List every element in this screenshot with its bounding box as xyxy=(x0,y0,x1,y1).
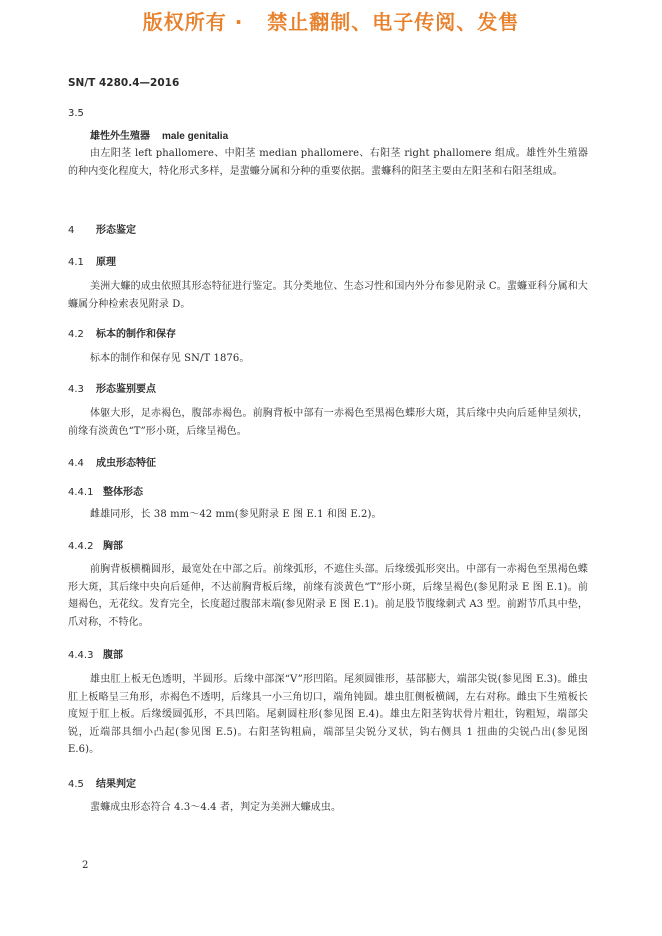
section-4-5-text: 蜚蠊成虫形态符合 4.3～4.4 者，判定为美洲大蠊成虫。 xyxy=(90,802,342,813)
section-title: 原理 xyxy=(96,257,116,268)
section-4-1-heading xyxy=(68,253,116,268)
section-4-4-2-heading xyxy=(68,537,123,552)
term-english: male genitalia xyxy=(162,131,229,142)
section-4-2-heading xyxy=(68,325,176,340)
section-title: 腹部 xyxy=(103,650,123,661)
standard-code: SN/T 4280.4—2016 xyxy=(68,77,180,89)
section-3-5-number: 3.5 xyxy=(68,108,84,119)
section-number: 4.2 xyxy=(68,329,84,340)
section-4-2-text: 标本的制作和保存见 SN/T 1876。 xyxy=(90,353,250,364)
section-4-3-heading xyxy=(68,380,156,395)
section-4-4-heading xyxy=(68,454,156,469)
section-4-4-1-heading xyxy=(68,483,143,498)
section-number: 4.4.2 xyxy=(68,541,94,552)
section-number: 4.5 xyxy=(68,779,84,790)
copyright-banner: 版权所有 · 禁止翻制、电子传阅、发售 xyxy=(142,10,520,34)
section-number: 4.4.3 xyxy=(68,650,94,661)
section-number: 4.4 xyxy=(68,458,84,469)
section-number: 4.1 xyxy=(68,257,84,268)
section-4-4-3-text: 雄虫肛上板无色透明，半圆形。后缘中部深“V”形凹陷。尾须圆锥形，基部膨大，端部尖锐(参见图 E.3)。雌虫肛上板略呈三角形，赤褐色不透明，后缘具一小三角切口，端角钝圆。雄虫肛侧板横阔，左右对称。雌虫下生殖板长度短于肛上板。后缘缓圆弧形，不具凹陷。尾刺圆柱形(参见图 E.4)。雄虫左阳茎钩状骨片粗壮，钩粗短，端部尖锐，近端部具细小凸起(参见图 E.5)。右阳茎钩粗扁，端部呈尖锐分叉状，钩右侧具 1 扭曲的尖锐凸出(参见图 E.6)。 xyxy=(68,674,588,755)
section-4-1-text: 美洲大蠊的成虫依照其形态特征进行鉴定。其分类地位、生态习性和国内外分布参见附录 C。蜚蠊亚科分属和大蠊属分种检索表见附录 D。 xyxy=(68,281,588,310)
section-4-4-1-text: 雌雄同形，长 38 mm～42 mm(参见附录 E 图 E.1 和图 E.2)。 xyxy=(90,509,382,520)
section-4-4-2-text: 前胸背板横椭圆形，最宽处在中部之后。前缘弧形，不遮住头部。后缘缓弧形突出。中部有一赤褐色至黑褐色蝶形大斑，其后缘中央向后延伸，不达前胸背板后缘，前缘有淡黄色“T”形小斑，后缘呈褐色(参见附录 E 图 E.1)。前翅褐色，无花纹。发育完全，长度超过腹部末端(参见附录 E 图 E.1)。前足股节腹缘刺式 A3 型。前跗节爪具中垫，爪对称，不特化。 xyxy=(68,564,588,628)
section-title: 胸部 xyxy=(103,541,123,552)
section-4-4-3-heading xyxy=(68,646,123,661)
section-title: 标本的制作和保存 xyxy=(96,329,176,340)
section-3-5-text: 由左阳茎 left phallomere、中阳茎 median phallomere、右阳茎 right phallomere 组成。雄性外生殖器的种内变化程度大，特化形式多样，是蜚蠊分属和分种的重要依据。蜚蠊科的阳茎主要由左阳茎和右阳茎组成。 xyxy=(68,148,588,177)
section-4-3-text: 体躯大形，足赤褐色，腹部赤褐色。前胸背板中部有一赤褐色至黑褐色蝶形大斑，其后缘中央向后延伸呈须状，前缘有淡黄色“T”形小斑，后缘呈褐色。 xyxy=(68,408,588,437)
section-title: 结果判定 xyxy=(96,779,136,790)
section-title: 形态鉴定 xyxy=(96,225,136,236)
section-title: 整体形态 xyxy=(103,487,143,498)
section-4-5-heading xyxy=(68,775,136,790)
term-chinese: 雄性外生殖器 xyxy=(90,131,150,142)
section-number: 4.4.1 xyxy=(68,487,94,498)
section-number: 4 xyxy=(68,225,75,236)
section-number: 4.3 xyxy=(68,384,84,395)
term-heading xyxy=(90,127,228,142)
section-title: 形态鉴别要点 xyxy=(96,384,156,395)
section-title: 成虫形态特征 xyxy=(96,458,156,469)
page-number: 2 xyxy=(82,860,89,871)
section-4-heading xyxy=(68,221,136,236)
